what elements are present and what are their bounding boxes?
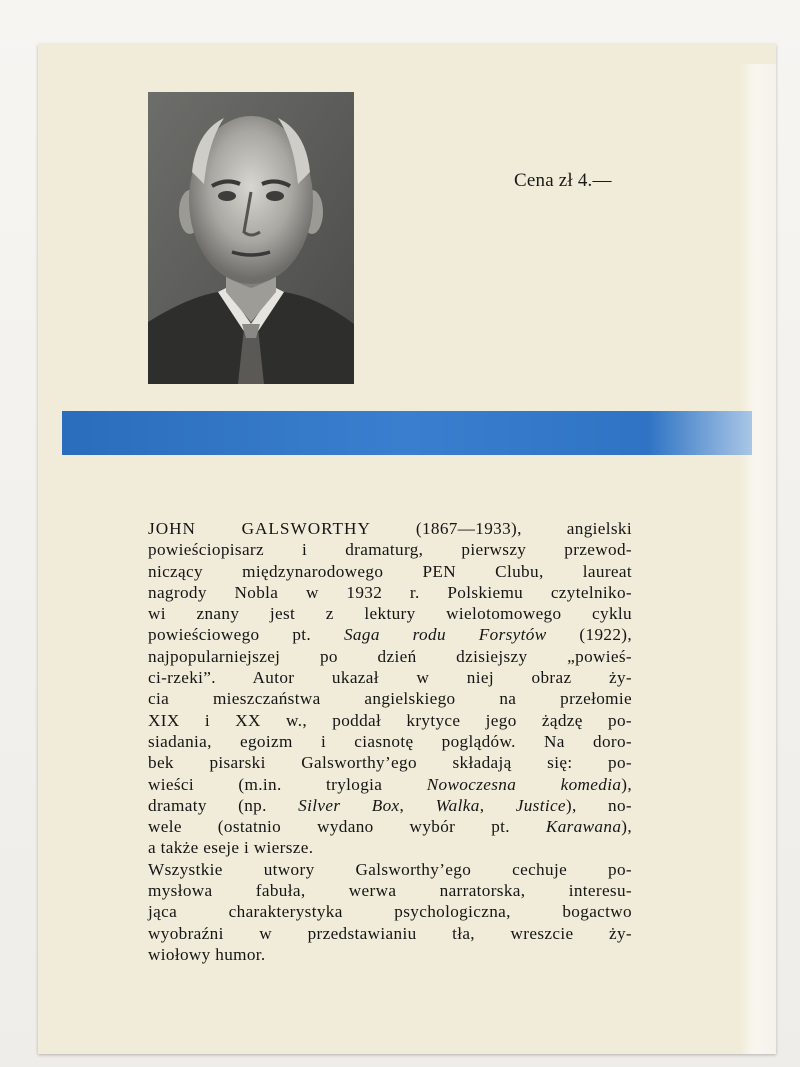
bio-line: bek pisarski Galsworthy’ego składają się: po- [148, 753, 632, 773]
bio-line: XIX i XX w., poddał krytyce jego żądzę po- [148, 710, 632, 730]
author-bio [148, 518, 632, 965]
bio-line: dramaty (np. Silver Box, Walka, Justice), no- [148, 795, 632, 815]
book-title: Saga rodu Forsytów [343, 625, 547, 645]
book-back-cover [38, 44, 776, 1054]
bio-line: ci-rzeki”. Autor ukazał w niej obraz ży- [148, 668, 632, 688]
author-portrait [148, 92, 354, 384]
bio-line: wieści (m.in. trylogia Nowoczesna komedia), [148, 774, 632, 794]
book-title: Justice [515, 795, 566, 815]
bio-line: JOHN GALSWORTHY (1867—1933), angielski [148, 519, 632, 538]
price-label: Cena zł 4.— [514, 170, 612, 191]
bio-line: niczący międzynarodowego PEN Clubu, laureat [148, 561, 632, 581]
bio-line: a także eseje i wiersze. [148, 838, 314, 858]
bio-line: Wszystkie utwory Galsworthy’ego cechuje po- [148, 859, 632, 879]
book-title: Nowoczesna komedia [426, 774, 622, 794]
bio-line: cia mieszczaństwa angielskiego na przełomie [148, 689, 632, 709]
author-portrait-image [148, 92, 354, 384]
bio-line: siadania, egoizm i ciasnotę poglądów. Na doro- [148, 731, 632, 751]
bio-line: mysłowa fabuła, werwa narratorska, interesu- [148, 881, 632, 901]
bio-line: najpopularniejszej po dzień dzisiejszy „powieś- [148, 646, 632, 666]
cover-edge-highlight [740, 64, 776, 1054]
bio-line: wiołowy humor. [148, 944, 266, 964]
bio-line: wi znany jest z lektury wielotomowego cyklu [148, 604, 632, 624]
author-name: JOHN GALSWORTHY [148, 519, 371, 538]
bio-line: wyobraźni w przedstawianiu tła, wreszcie ży- [148, 923, 632, 943]
book-title: Silver Box [298, 795, 400, 815]
bio-line: powieściowego pt. Saga rodu Forsytów (1922), [148, 625, 632, 645]
book-title: Walka [435, 795, 480, 815]
bio-line: powieściopisarz i dramaturg, pierwszy przewod- [148, 540, 632, 560]
bio-line: jąca charakterystyka psychologiczna, bogactwo [148, 902, 632, 922]
book-title: Karawana [545, 817, 622, 837]
blue-band [62, 411, 752, 455]
bio-line: nagrody Nobla w 1932 r. Polskiemu czytelniko- [148, 582, 632, 602]
bio-line: wele (ostatnio wydano wybór pt. Karawana), [148, 817, 632, 837]
